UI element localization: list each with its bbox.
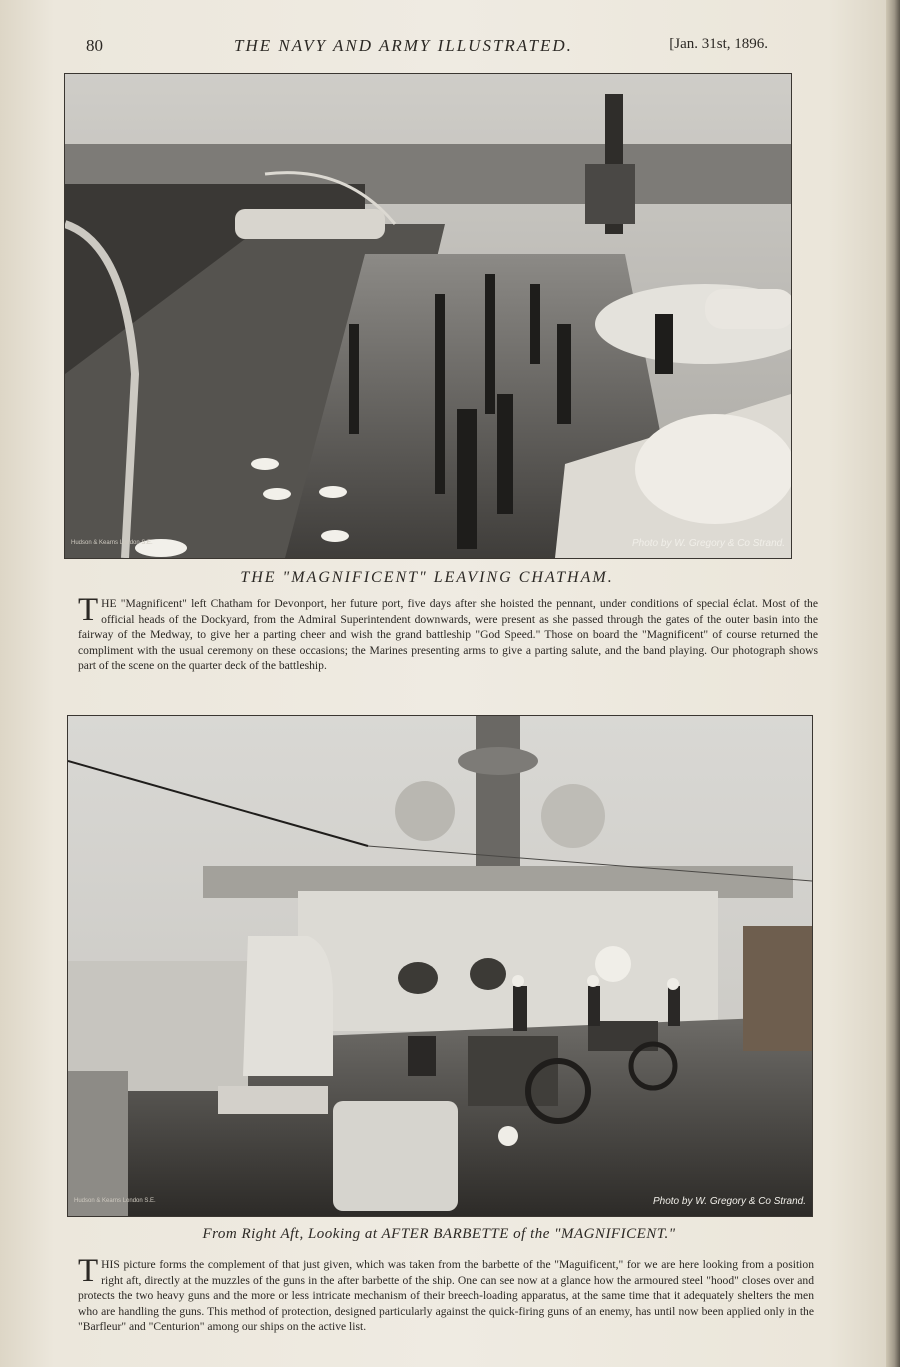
photo-leaving-chatham [64, 73, 792, 559]
page-edge-shadow [886, 0, 900, 1367]
page-header [78, 36, 768, 60]
issue-date: [Jan. 31st, 1896. [669, 36, 768, 52]
photo-credit: Photo by W. Gregory & Co Strand. [631, 538, 785, 549]
article-after-barbette [78, 1253, 814, 1335]
caption-leaving-chatham: THE "MAGNIFICENT" LEAVING CHATHAM. [240, 569, 614, 586]
article-body-text: HE "Magnificent" left Chatham for Devonport, her future port, five days after she hoisted the pennant, under conditions of special éclat. Most of the official heads of the Dockyard, from the Admiral Superintendent downwards, were present as she passed through the gates of the outer basin into the fairway of the Medway, to give her a parting cheer and wish the grand battleship "God Speed." Those on board the "Magnificent" of course returned the compliment with the usual ceremony on these occasions; the Marines presenting arms to give a parting salute, and the band playing. Our photograph shows part of the scene on the quarter deck of the battleship. [78, 597, 818, 672]
photo-credit: Photo by W. Gregory & Co Strand. [652, 1196, 806, 1207]
drop-cap: T [78, 592, 99, 628]
drop-cap: T [78, 1253, 99, 1289]
photo-after-barbette-image [68, 716, 812, 1216]
page-number: 80 [86, 36, 103, 55]
engraver-mark: Hudson & Kearns London S.E. [71, 540, 153, 546]
article-body-text: HIS picture forms the complement of that just given, which was taken from the barbette of the "Maguificent," for we are here looking from a position right aft, directly at the muzzles of the guns in the after barbette of the ship. One can see now at a glance how the armoured steel "hood" closes over and protects the two heavy guns and the more or less intricate mechanism of their breech-loading apparatus, at the same time that it adequately shelters the men who are handling the guns. This method of protection, designed particularly against the quick-firing guns of an enemy, has until now been applied only in the "Barfleur" and "Centurion" among our ships on the active list. [78, 1258, 814, 1333]
photo-after-barbette [67, 715, 813, 1217]
publication-title: THE NAVY AND ARMY ILLUSTRATED. [234, 36, 573, 55]
photo-leaving-chatham-image [65, 74, 791, 558]
caption-after-barbette: From Right Aft, Looking at AFTER BARBETTE of the "MAGNIFICENT." [202, 1226, 676, 1242]
article-leaving-chatham [78, 592, 818, 674]
engraver-mark: Hudson & Kearns London S.E. [74, 1198, 156, 1204]
